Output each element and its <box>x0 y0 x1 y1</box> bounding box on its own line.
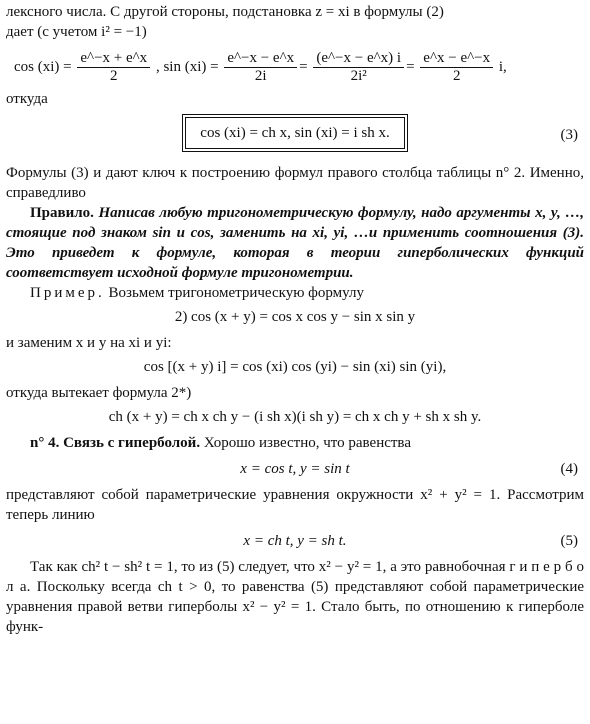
equation-cos-sin: cos (xi) = $\frac{e\^{}-x + e\^{}x}{2}$ , sin (xi) = $\frac{e\^{}-x - e\^{}x}{2i}$ = $\frac{(e\^{}-x - e\^{}x) i}{\text{2i²}}$ = $\frac{e\^{}x - e\^{}-x}{2}$ i, <box>14 50 507 84</box>
text-line-2: дает (с учетом i² = −1) <box>6 24 147 40</box>
equation-5-number: (5) <box>560 533 578 549</box>
equation-3-box: cos (xi) = ch x, sin (xi) = i sh x. <box>185 117 404 149</box>
rule-paragraph <box>6 203 584 283</box>
fraction-cos-den: 2 <box>110 68 118 84</box>
text-line-1: лексного числа. С другой стороны, подстановка z = xi в формулы (2) <box>6 4 444 20</box>
fraction-sin-2-den: 2i² <box>350 68 367 84</box>
fraction-sin-3-num: e^x − e^−x <box>420 50 493 68</box>
equation-5-text: x = ch t, y = sh t. <box>243 533 347 549</box>
section-paragraph <box>6 433 584 453</box>
rule-label: Правило. <box>30 205 94 221</box>
section-text: Хорошо известно, что равенства <box>203 435 411 451</box>
otkuda-2: откуда вытекает формула 2*) <box>6 385 192 401</box>
fraction-sin-3-den: 2 <box>452 68 461 84</box>
equation-3-number: (3) <box>560 127 578 143</box>
example-label: Пример. <box>30 285 105 301</box>
equation-2: 2) cos (x + y) = cos x cos y − sin x sin y <box>174 309 416 325</box>
fraction-sin-3 <box>420 50 493 85</box>
equation-4-text: x = cos t, y = sin t <box>240 461 350 477</box>
equation-2-star: ch (x + y) = ch x ch y − (i sh x)(i sh y) = ch x ch y + sh x sh y. <box>108 409 482 425</box>
equation-substitution: cos [(x + y) i] = cos (xi) cos (yi) − sin (xi) sin (yi), <box>143 359 447 375</box>
fraction-sin-2-num: (e^−x − e^x) i <box>313 50 404 68</box>
paragraph-formulas: Формулы (3) и дают ключ к построению формул правого столбца таблицы n° 2. Именно, справедливо <box>6 165 584 201</box>
equation-4-number: (4) <box>560 461 578 477</box>
otkuda-1: откуда <box>6 91 48 107</box>
fraction-sin-1 <box>224 50 297 85</box>
replace-text: и заменим x и y на xi и yi: <box>6 335 172 351</box>
fraction-sin-1-den: 2i <box>254 68 267 84</box>
section-heading: n° 4. Связь с гиперболой. <box>30 435 201 451</box>
page <box>6 0 584 637</box>
sin-tail: i, <box>498 58 507 75</box>
rule-text: Написав любую тригонометрическую формулу, надо аргументы x, y, …, стоящие под знаком sin и cos, заменить на xi, yi, …и применить соотношения (3). Это приведет к формуле, которая в теории гиперболических функций соответствует исходной формуле тригонометрии. <box>6 205 584 281</box>
paragraph-circle: представляют собой параметрические уравнения окружности x² + y² = 1. Рассмотрим теперь линию <box>6 487 584 523</box>
cos-lhs: cos (xi) = <box>14 58 72 75</box>
example-paragraph <box>6 283 584 303</box>
example-text: Возьмем тригонометрическую формулу <box>108 285 364 301</box>
fraction-sin-2 <box>313 50 404 85</box>
fraction-cos <box>77 50 150 85</box>
equation-3 <box>6 117 584 153</box>
fraction-sin-1-num: e^−x − e^x <box>224 50 297 68</box>
equation-5 <box>6 531 584 551</box>
fraction-cos-num: e^−x + e^x <box>77 50 150 68</box>
equation-4 <box>6 459 584 479</box>
sin-lhs: , sin (xi) = <box>155 58 219 75</box>
paragraph-hyperbola: Так как ch² t − sh² t = 1, то из (5) следует, что x² − y² = 1, а это равнобочная г и п е р б о л а. Поскольку всегда ch t > 0, то равенства (5) представляют собой параметрические уравнения правой ветви гиперболы x² − y² = 1. Стало быть, по отношению к гиперболе функ- <box>6 559 584 635</box>
